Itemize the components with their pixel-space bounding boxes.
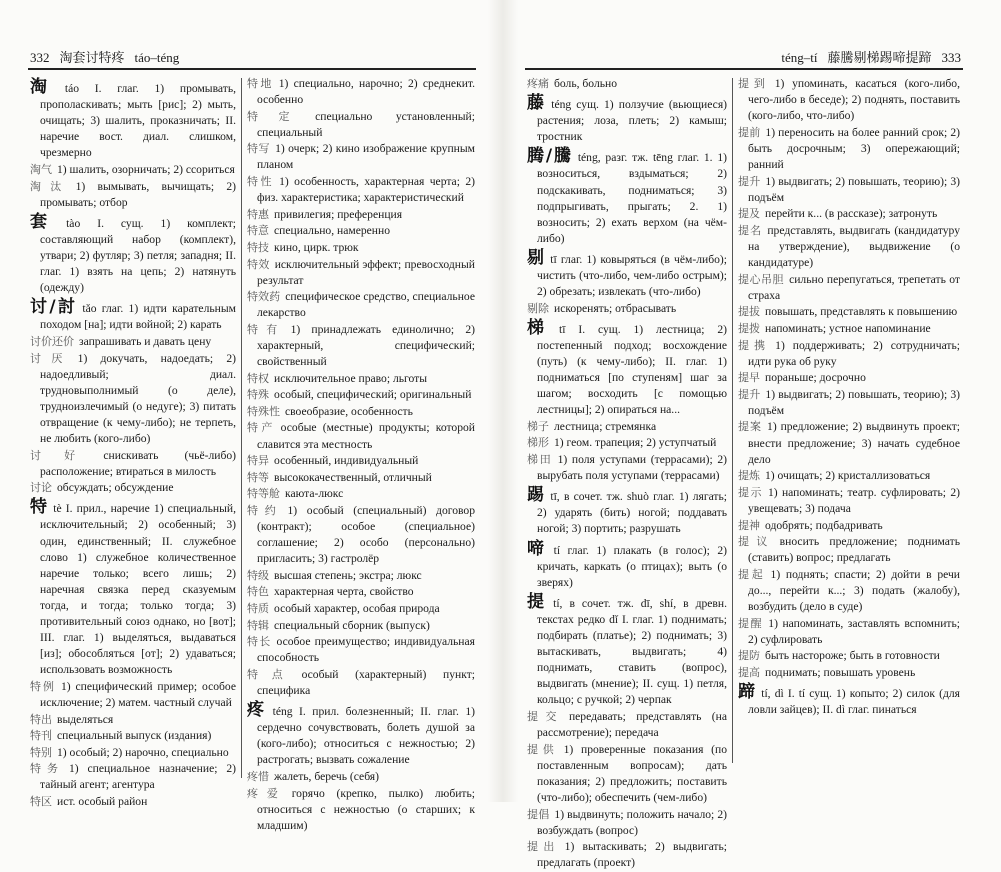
headword: 腾/騰 [527, 146, 573, 167]
dictionary-entry [30, 745, 236, 761]
dictionary-entry [738, 223, 960, 271]
headword: 提供 [527, 742, 559, 756]
headword: 淘气 [30, 162, 52, 176]
header-rule-right [525, 68, 963, 70]
headword: 特等舱 [247, 487, 280, 501]
dictionary-entry-main [30, 299, 236, 333]
headword: 特定 [247, 109, 311, 123]
headword: 提升 [738, 174, 761, 188]
dictionary-entry [247, 404, 475, 420]
dictionary-entry [30, 480, 236, 496]
column-divider-right [732, 78, 733, 763]
dictionary-entry [30, 794, 236, 810]
definition: 1) проверенные показания (по поставленным вопросам); дать показания; 2) предложить; поставить (что-либо); обеспечить (чем-либо) [537, 742, 727, 804]
dictionary-entry [527, 807, 727, 839]
definition: своеобразие, особенность [285, 404, 413, 418]
headword: 提起 [738, 567, 766, 581]
definition: táo I. глаг. 1) промывать, прополаскивать; мыть [рис]; 2) мыть, очищать; 3) шалить, проказничать; II. наречие вост. диал. слишком, чрезмерно [40, 82, 236, 160]
dictionary-entry [527, 76, 727, 92]
dictionary-entry [30, 761, 236, 793]
column-3 [527, 76, 727, 872]
definition: 1) упоминать, касаться (кого-либо, чего-либо в беседе); 2) поднять, поставить (кого-либо, что-либо) [748, 77, 960, 123]
dictionary-entry [30, 179, 236, 211]
definition: специально, намеренно [274, 224, 391, 238]
headword: 疼惜 [247, 769, 269, 783]
headword: 特等 [247, 470, 269, 484]
headword: 提拔 [738, 305, 760, 319]
dictionary-entry [247, 257, 475, 289]
dictionary-entry [738, 534, 960, 566]
headword: 特辑 [247, 618, 269, 632]
definition: tī, в сочет. тж. shuò глаг. 1) лягать; 2) ударять (бить) ногой; поддавать ногой; 3) портить; разрушать [537, 490, 728, 536]
definition: высшая степень; экстра; люкс [274, 568, 422, 582]
dictionary-entry [30, 162, 236, 178]
dictionary-entry-main [527, 538, 728, 591]
dictionary-entry [738, 125, 960, 173]
dictionary-entry [738, 174, 960, 206]
page-number-right: 333 [941, 50, 961, 65]
definition: 1) поднять; спасти; 2) дойти в речи до..., перейти к...; 3) подать (жалобу), возбудить (дело в суде) [748, 567, 961, 613]
definition: особый (характерный) пункт; специфика [257, 667, 475, 697]
definition: поднимать; повышать уровень [765, 665, 916, 679]
dictionary-entry [30, 712, 236, 728]
definition: горячо (крепко, пылко) любить; относиться с нежностью (о старших; к младшим) [257, 786, 475, 832]
dictionary-entry [247, 240, 475, 256]
definition: tī I. сущ. 1) лестница; 2) постепенный подход; восхождение (путь) (к чему-либо); II. глаг. 1) подниматься [по ступеням] шаг за шагом; восходить [с помощью лестницы]; 2) опираться на... [537, 322, 727, 417]
headword: 踢 [527, 485, 546, 506]
headword: 特意 [247, 224, 269, 238]
headword: 特级 [247, 568, 269, 582]
column-2 [247, 76, 475, 834]
definition: высококачественный, отличный [274, 470, 432, 484]
headword: 讨好 [30, 448, 99, 462]
headword: 提携 [738, 338, 771, 352]
definition: боль, больно [554, 77, 618, 90]
definition: 1) особый (специальный) договор (контракт); особое (специальное) соглашение; 2) особо (персонально) пригласить; 3) гастролёр [257, 503, 475, 566]
headword: 特点 [247, 667, 297, 681]
definition: tè I. прил., наречие 1) специальный, исключительный; 2) особенный; 3) один, единственный; II. служебное слово 1) служебное количественное наречие только; всего лишь; 2) наречная связка перед сказуемым тогда, и тогда; только тогда; 3) противительный союз однако, но [вот]; III. глаг. 1) выделяться, выдаваться [из]; обособляться [от]; 2) удаваться; использовать возможность [40, 502, 237, 677]
definition: привилегия; преференция [274, 207, 403, 221]
header-chars-right: 藤騰剔梯踢啼提蹄 [827, 50, 932, 65]
dictionary-entry [247, 109, 475, 141]
definition: tào I. сущ. 1) комплект; составляющий набор (комплект), утвари; 2) футляр; 3) петля; западня; II. глаг. 1) взять на цепь; 2) натянуть (одежду) [40, 216, 237, 295]
dictionary-entry-main [527, 591, 728, 709]
definition: 1) очерк; 2) кино изображение крупным планом [257, 142, 475, 172]
definition: жалеть, беречь (себя) [274, 769, 380, 783]
definition: специальный сборник (выпуск) [274, 618, 430, 632]
column-1 [30, 76, 236, 811]
headword: 特约 [247, 503, 283, 517]
headword: 梯形 [527, 436, 549, 450]
headword: 特异 [247, 454, 269, 468]
headword: 藤 [527, 93, 547, 114]
headword: 讨/討 [30, 297, 78, 318]
dictionary-entry [247, 568, 475, 584]
dictionary-entry [247, 470, 475, 486]
headword: 提心吊胆 [738, 272, 785, 286]
definition: специфическое средство, специальное лекарство [257, 290, 475, 320]
headword: 特有 [247, 322, 286, 336]
headword: 提倡 [527, 807, 550, 821]
dictionary-entry [738, 387, 960, 419]
header-chars-left: 淘套讨特疼 [59, 50, 125, 65]
dictionary-entry [247, 420, 475, 452]
dictionary-entry [247, 76, 475, 108]
headword: 特刊 [30, 729, 52, 743]
dictionary-entry-main [527, 247, 728, 300]
headword: 讨厌 [30, 351, 73, 365]
headword: 特质 [247, 602, 269, 615]
headword: 讨价还价 [30, 334, 74, 348]
definition: 1) докучать, надоедать; 2) надоедливый; диал. трудновыполнимый (о деле), трудноизлечимый (о недуге); 3) питать отвращение (к чему-либо); не терпеть, не любить (кого-либо) [40, 351, 236, 445]
headword: 特色 [247, 585, 269, 599]
dictionary-entry [738, 76, 960, 124]
definition: 1) особенность, характерная черта; 2) физ. характеристика; характеристический [257, 175, 475, 205]
headword: 特 [30, 497, 49, 518]
dictionary-entry [738, 321, 960, 337]
headword: 提示 [738, 485, 763, 499]
column-divider-left [241, 78, 242, 778]
definition: сильно перепугаться, трепетать от страха [748, 272, 960, 302]
definition: 1) выдвинуть; положить начало; 2) возбуждать (вопрос) [537, 807, 728, 837]
dictionary-entry [738, 338, 960, 370]
dictionary-entry [527, 709, 727, 741]
definition: 1) напоминать; театр. суфлировать; 2) увещевать; 3) подача [748, 485, 960, 515]
headword: 特长 [247, 635, 272, 649]
dictionary-entry [527, 301, 727, 317]
headword: 啼 [527, 538, 549, 559]
headword: 剔除 [527, 301, 549, 315]
dictionary-entry-main [30, 79, 236, 161]
dictionary-entry [738, 485, 960, 517]
definition: 1) шалить, озорничать; 2) ссориться [57, 162, 235, 176]
definition: особый характер, особая природа [274, 602, 440, 615]
definition: лестница; стремянка [554, 419, 657, 433]
header-range-right: téng–tí [781, 50, 818, 65]
headword: 提防 [738, 649, 760, 663]
headword: 特例 [30, 679, 56, 693]
definition: tī глаг. 1) ковыряться (в чём-либо); чистить (что-либо, чем-либо острым); 2) обрезать; извлекать (что-либо) [537, 252, 728, 299]
header-rule-left [28, 68, 476, 70]
dictionary-entry [738, 616, 960, 648]
definition: снискивать (чьё-либо) расположение; втираться в милость [40, 448, 236, 478]
definition: исключительный эффект; превосходный результат [257, 257, 475, 287]
dictionary-entry [247, 223, 475, 239]
header-range-left: táo–téng [134, 50, 180, 65]
headword: 特性 [247, 175, 275, 189]
definition: запрашивать и давать цену [79, 334, 212, 348]
dictionary-entry [738, 304, 960, 320]
definition: tǎo глаг. 1) идти карательным походом [на]; идти войной; 2) карать [40, 302, 236, 332]
dictionary-entry [527, 839, 727, 871]
dictionary-entry [247, 618, 475, 634]
headword: 淘汰 [30, 179, 71, 193]
dictionary-entry-main [30, 499, 236, 678]
definition: перейти к... (в рассказе); затронуть [765, 207, 938, 221]
headword: 疼 [247, 700, 268, 721]
headword: 提前 [738, 125, 761, 139]
dictionary-entry [30, 728, 236, 744]
definition: напоминать; устное напоминание [765, 321, 931, 335]
dictionary-entry-main [738, 681, 961, 718]
headword: 特殊性 [247, 404, 280, 418]
dictionary-entry [247, 601, 475, 617]
dictionary-entry [247, 584, 475, 600]
dictionary-entry [247, 634, 475, 666]
dictionary-entry [247, 174, 475, 206]
dictionary-entry-main [527, 95, 727, 145]
dictionary-entry [30, 334, 236, 350]
dictionary-entry [30, 679, 236, 711]
definition: 1) предложение; 2) выдвинуть проект; внести предложение; 3) начать судебное дело [748, 420, 960, 466]
dictionary-entry [738, 419, 960, 467]
dictionary-entry [247, 769, 475, 785]
dictionary-entry [738, 468, 960, 484]
headword: 梯子 [527, 419, 549, 433]
headword: 提早 [738, 371, 760, 385]
dictionary-entry [247, 486, 475, 502]
definition: каюта-люкс [285, 487, 344, 501]
definition: ист. особый район [57, 795, 148, 809]
headword: 特出 [30, 712, 52, 726]
dictionary-entry [738, 665, 960, 681]
dictionary-entry [247, 207, 475, 223]
dictionary-entry [247, 371, 475, 387]
definition: характерная черта, свойство [274, 585, 414, 599]
dictionary-entry [738, 518, 960, 534]
definition: передавать; представлять (на рассмотрение); передача [537, 709, 727, 740]
dictionary-entry [247, 322, 475, 370]
definition: 1) особый; 2) нарочно, специально [57, 745, 229, 759]
definition: особые (местные) продукты; которой славится эта местность [257, 421, 475, 451]
dictionary-entry [247, 387, 475, 403]
dictionary-entry [527, 742, 727, 806]
dictionary-entry [738, 567, 960, 615]
definition: téng I. прил. болезненный; II. глаг. 1) сердечно сочувствовать, болеть душой за (кого-либо); относиться с нежностью; 2) растрогать; вызвать сожаление [257, 705, 475, 767]
dictionary-entry-main [527, 487, 727, 537]
definition: 1) выдвигать; 2) повышать, теорию); 3) подъём [748, 387, 960, 417]
headword: 特技 [247, 240, 269, 254]
headword: 提名 [738, 223, 763, 237]
dictionary-entry [247, 141, 475, 173]
dictionary-entry [738, 272, 960, 304]
headword: 提议 [738, 535, 775, 549]
dictionary-entry [738, 370, 960, 386]
headword: 讨论 [30, 481, 52, 495]
definition: быть настороже; быть в готовности [765, 649, 940, 663]
headword: 提神 [738, 518, 760, 532]
definition: tí, dì I. tí сущ. 1) копыто; 2) силок (для ловли зайцев); II. dì глаг. пинаться [748, 686, 961, 717]
definition: 1) поля уступами (террасами); 2) вырубать поля уступами (террасами) [537, 453, 728, 483]
headword: 特地 [247, 77, 274, 90]
definition: 1) геом. трапеция; 2) уступчатый [554, 436, 717, 450]
dictionary-entry-main [247, 702, 475, 768]
definition: одобрять; подбадривать [765, 518, 883, 532]
dictionary-entry [247, 667, 475, 699]
headword: 剔 [527, 247, 546, 268]
dictionary-entry-main [30, 211, 237, 296]
headword: 疼痛 [527, 77, 549, 90]
right-running-head [771, 47, 961, 66]
headword: 提及 [738, 207, 760, 221]
headword: 淘 [30, 77, 60, 97]
dictionary-entry [527, 452, 727, 484]
dictionary-entry [247, 453, 475, 469]
headword: 提案 [738, 420, 763, 434]
column-4 [738, 76, 960, 719]
dictionary-entry [247, 503, 475, 567]
headword: 特区 [30, 795, 52, 809]
headword: 特效 [247, 257, 270, 271]
definition: 1) переносить на более ранний срок; 2) быть досрочным; 3) опережающий; ранний [748, 125, 960, 171]
definition: кино, цирк. трюк [274, 240, 359, 254]
dictionary-entry [738, 206, 960, 222]
headword: 提 [527, 591, 549, 612]
book-gutter [488, 0, 518, 802]
dictionary-entry [247, 289, 475, 321]
headword: 特惠 [247, 207, 269, 221]
definition: вносить предложение; поднимать (ставить) вопрос; предлагать [748, 535, 960, 565]
headword: 提出 [527, 840, 560, 854]
definition: специальный выпуск (издания) [57, 729, 212, 743]
page-number-left: 332 [30, 50, 50, 65]
definition: 1) вымывать, вычищать; 2) промывать; отбор [40, 179, 237, 209]
dictionary-entry-main [527, 317, 727, 419]
definition: исключительное право; льготы [274, 371, 427, 385]
headword: 特产 [247, 421, 276, 435]
headword: 梯 [527, 317, 554, 338]
definition: специально установленный; специальный [257, 109, 475, 139]
dictionary-entry [30, 351, 236, 448]
definition: 1) выдвигать; 2) повышать, теорию); 3) подъём [748, 174, 960, 204]
headword: 疼爱 [247, 786, 287, 800]
definition: особенный, индивидуальный [274, 454, 419, 468]
definition: обсуждать; обсуждение [57, 481, 174, 495]
definition: tí, в сочет. тж. dī, shí, в древн. текстах редко dǐ I. глаг. 1) поднимать; подбирать (платье); 2) поднимать; 3) вытаскивать, выдвигать; 4) поднимать, ставить (вопрос), выдвигать (мнение); II. сущ. 1) петля, кольцо; с ручкой; 2) черпак [537, 596, 728, 707]
headword: 提炼 [738, 469, 760, 483]
headword: 特务 [30, 762, 64, 776]
dictionary-entry [527, 435, 727, 451]
definition: 1) напоминать, заставлять вспомнить; 2) суфлировать [748, 616, 960, 646]
definition: повышать, представлять к повышению [765, 305, 958, 319]
definition: 1) вытаскивать; 2) выдвигать; предлагать (проект) [537, 840, 728, 870]
headword: 提高 [738, 665, 760, 679]
definition: 1) очищать; 2) кристаллизоваться [765, 469, 931, 483]
definition: выделяться [57, 712, 114, 726]
headword: 提到 [738, 77, 770, 90]
headword: 特写 [247, 142, 271, 156]
dictionary-entry-main [527, 148, 727, 247]
headword: 梯田 [527, 453, 553, 467]
definition: представлять, выдвигать (кандидатуру на утверждение), выдвижение (о кандидатуре) [748, 223, 960, 270]
definition: 1) специальное назначение; 2) тайный агент; агентура [40, 762, 236, 792]
headword: 套 [30, 211, 62, 232]
headword: 提拨 [738, 321, 760, 335]
headword: 提交 [527, 709, 564, 723]
definition: téng, разг. тж. tēng глаг. 1. 1) возноситься, вздыматься; 2) подскакивать, подниматься; 3) подпрыгивать, прыгать; 2. 1) возносить; 2) ехать верхом (на чём-либо) [537, 151, 727, 245]
dictionary-entry [30, 448, 236, 480]
left-running-head [30, 47, 189, 66]
definition: особый, специфический; оригинальный [274, 388, 472, 402]
definition: 1) специфический пример; особое исключение; 2) матем. частный случай [40, 679, 236, 709]
dictionary-entry [527, 419, 727, 435]
headword: 特效药 [247, 290, 281, 304]
headword: 特殊 [247, 388, 269, 402]
definition: пораньше; досрочно [765, 371, 866, 385]
dictionary-entry [247, 786, 475, 834]
definition: особое преимущество; индивидуальная способность [257, 635, 475, 665]
headword: 特别 [30, 745, 52, 759]
headword: 蹄 [738, 681, 757, 702]
dictionary-entry [738, 648, 960, 664]
headword: 提升 [738, 387, 761, 401]
definition: искоренять; отбрасывать [554, 301, 677, 315]
headword: 特权 [247, 371, 269, 385]
headword: 提醒 [738, 616, 764, 630]
definition: tí глаг. 1) плакать (в голос); 2) кричать, каркать (о птицах); выть (о зверях) [537, 543, 728, 589]
definition: 1) специально, нарочно; 2) среднекит. особенно [257, 77, 475, 107]
definition: téng сущ. 1) ползучие (вьющиеся) растения; лоза, плеть; 2) камыш; тростник [537, 98, 728, 144]
definition: 1) принадлежать единолично; 2) характерный, специфический; свойственный [257, 322, 475, 369]
definition: 1) поддерживать; 2) сотрудничать; идти рука об руку [748, 338, 960, 368]
